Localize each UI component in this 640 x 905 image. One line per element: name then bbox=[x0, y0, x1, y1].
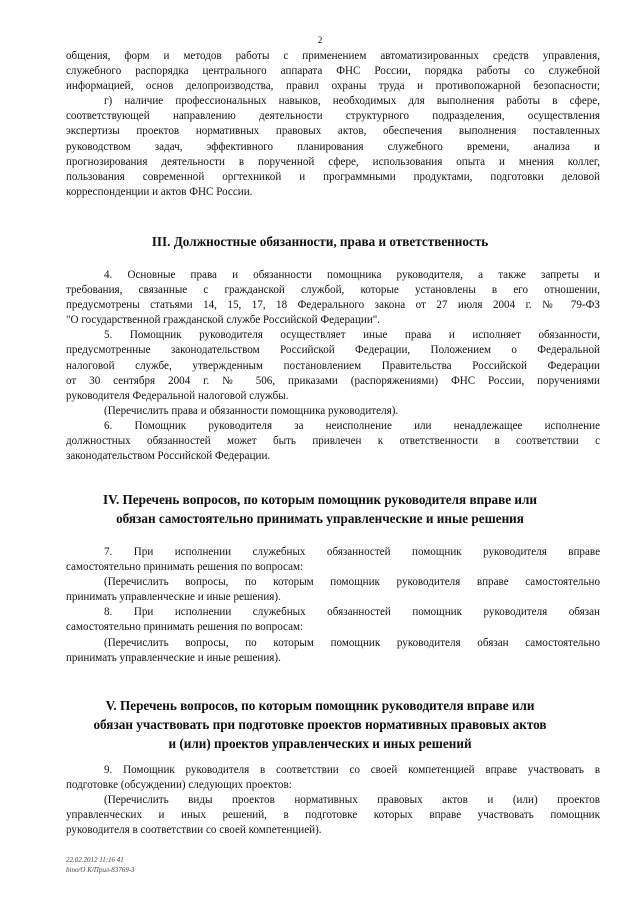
text-line: (Перечислить вопросы, по которым помощник руководителя обязан самостоятельно bbox=[104, 636, 600, 649]
text-line: информацией, основ делопроизводства, правил охраны труда и противопожарной безопасности; bbox=[66, 80, 600, 93]
text-line: принимать управленческие и иные решения). bbox=[66, 651, 281, 664]
page-number: 2 bbox=[317, 36, 323, 46]
text-line: служебного распорядка центрального аппарата ФНС России, порядка работы со служебной bbox=[66, 65, 600, 78]
text-line: 8. При исполнении служебных обязанностей помощник руководителя обязан bbox=[104, 606, 600, 619]
footer-line: bino/O К/Прил-83769-3 bbox=[66, 866, 135, 874]
text-line: "О государственной гражданской службе Российской Федерации". bbox=[66, 314, 381, 327]
text-line: (Перечислить виды проектов нормативных правовых актов и (или) проектов bbox=[104, 794, 600, 807]
text-line: руководителя Федеральной налоговой службы. bbox=[66, 389, 289, 402]
text-line: самостоятельно принимать решения по вопросам: bbox=[66, 621, 304, 634]
text-line: руководством задач, эффективного планирования служебного времени, анализа и bbox=[66, 140, 600, 153]
heading-line: и (или) проектов управленческих и иных решений bbox=[168, 736, 472, 751]
text-line: принимать управленческие и иные решения). bbox=[66, 591, 281, 604]
text-line: пользования современной оргтехникой и программными продуктами, подготовки деловой bbox=[66, 170, 600, 183]
text-line: (Перечислить права и обязанности помощника руководителя). bbox=[104, 404, 399, 417]
section-4-body bbox=[66, 545, 600, 666]
text-line: предусмотрены статьями 14, 15, 17, 18 Федерального закона от 27 июля 2004 г. № 79-ФЗ bbox=[66, 299, 600, 312]
text-line: требования, связанные с гражданской службой, которые установлены в его отношении, bbox=[66, 284, 600, 297]
section-heading-4 bbox=[50, 490, 590, 528]
text-line: 4. Основные права и обязанности помощника руководителя, а также запреты и bbox=[104, 269, 600, 281]
text-line: корреспонденции и актов ФНС России. bbox=[66, 185, 253, 198]
text-line: предусмотренные законодательством Российской Федерации, Положением о Федеральной bbox=[66, 344, 600, 357]
section-heading-3: III. Должностные обязанности, права и ответственность bbox=[151, 234, 489, 249]
text-line: г) наличие профессиональных навыков, необходимых для выполнения работы в сфере, bbox=[104, 95, 600, 108]
text-line: руководителя в соответствии со своей компетенцией). bbox=[66, 824, 322, 837]
paragraph-qualifications bbox=[66, 49, 600, 200]
text-line: управленческих и иных решений, в подготовке которых вправе участвовать помощник bbox=[66, 809, 600, 822]
heading-line: IV. Перечень вопросов, по которым помощник руководителя вправе или bbox=[102, 492, 537, 507]
text-line: налоговой службе, утвержденным постановлением Правительства Российской Федерации bbox=[66, 359, 600, 372]
heading-line: обязан участвовать при подготовке проектов нормативных правовых актов bbox=[93, 717, 547, 732]
section-3-body bbox=[66, 268, 600, 464]
text-line: самостоятельно принимать решения по вопросам: bbox=[66, 561, 304, 574]
text-line: должностных обязанностей может быть привлечен к ответственности в соответствии с bbox=[66, 435, 600, 448]
heading-line: обязан самостоятельно принимать управленческие и иные решения bbox=[116, 511, 524, 526]
text-line: экспертизы проектов нормативных правовых актов, обеспечения выполнения поставленных bbox=[66, 125, 600, 138]
text-line: от 30 сентября 2004 г. № 506, приказами (распоряжениями) ФНС России, поручениями bbox=[66, 374, 600, 387]
text-line: 6. Помощник руководителя за неисполнение или ненадлежащее исполнение bbox=[104, 419, 600, 432]
text-line: прогнозирования деятельности в порученной сфере, использования опыта и мнения коллег, bbox=[66, 155, 600, 168]
text-line: 9. Помощник руководителя в соответствии со своей компетенцией вправе участвовать в bbox=[104, 764, 600, 776]
text-line: (Перечислить вопросы, по которым помощник руководителя вправе самостоятельно bbox=[104, 576, 600, 589]
section-5-body bbox=[66, 763, 600, 838]
footer-stamp bbox=[66, 855, 135, 875]
section-heading-5 bbox=[50, 696, 590, 753]
text-line: общения, форм и методов работы с применением автоматизированных средств управления, bbox=[66, 50, 600, 62]
text-line: законодательством Российской Федерации. bbox=[66, 450, 271, 463]
text-line: соответствующей направлению деятельности структурного подразделения, осуществления bbox=[66, 110, 600, 123]
text-line: 7. При исполнении служебных обязанностей помощник руководителя вправе bbox=[104, 546, 600, 558]
heading-line: V. Перечень вопросов, по которым помощник руководителя вправе или bbox=[105, 698, 535, 713]
footer-line: 22.02.2012 11:16 41 bbox=[66, 856, 124, 864]
text-line: 5. Помощник руководителя осуществляет иные права и исполняет обязанности, bbox=[104, 329, 600, 342]
text-line: подготовке (обсуждении) следующих проектов: bbox=[66, 779, 292, 792]
